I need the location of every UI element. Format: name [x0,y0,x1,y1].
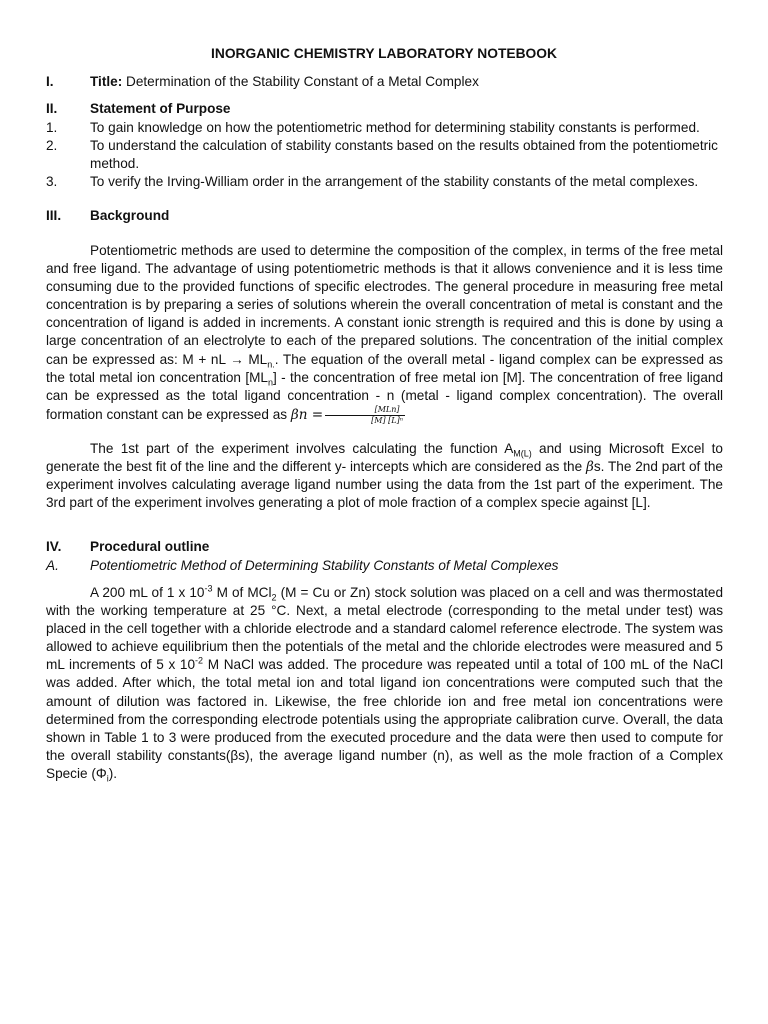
text-run: and using Microsoft Excel to generate the best fit of the line and the different y- intercepts which are considered as the [46,441,723,475]
formation-constant-fraction [325,405,405,426]
subscript: 2 [271,592,277,603]
subscript: n [268,377,274,388]
superscript: -2 [195,655,204,666]
section-label: Title: [90,74,123,89]
subsection-letter: A. [46,558,59,573]
section-numeral: I. [46,74,54,89]
text-run: A 200 mL of 1 x 10 [90,585,205,600]
text-run: s. The 2nd part of the experiment involves calculating average ligand number using the data from the 1st part of the experiment. The 3rd part of the experiment involves generating a plot of mole fraction of a complex specie against [L]. [46,459,723,511]
procedure-paragraph [46,584,723,783]
beta-symbol: βn = [290,406,324,423]
text-run: Potentiometric methods are used to determine the composition of the complex, in terms of the free metal and free ligand. The advantage of using potentiometric methods is that it allows convenience and it is less time consuming due to the provided functions of specific electrodes. The general procedure in measuring free metal concentration is by preparing a series of solutions wherein the overall concentration of metal is constant and the concentration of ligand is added in increments. A constant ionic strength is required and this is done by using a large concentration of an electrolyte to each of the prepared solutions. The concentration of the initial complex can be expressed as: M + nL → ML [46,243,723,367]
item-number: 1. [46,120,58,135]
text-run: ] - the concentration of free metal ion [M]. The concentration of free ligand can be expressed as the total ligand concentration - n (metal - ligand complex concentration). The overall formation constant can be expressed as [46,369,723,422]
section-background-heading [46,208,723,223]
background-paragraph-2 [46,440,723,512]
purpose-item [46,119,723,137]
item-text: To understand the calculation of stability constants based on the results obtained from the potentiometric method. [90,138,718,171]
text-run: . The equation of the overall metal - ligand complex can be expressed as the total metal ion concentration [ML [46,351,723,385]
text-run: ). [108,765,118,781]
section-numeral: III. [46,208,62,223]
procedure-subheading [46,557,723,575]
purpose-item [46,137,723,173]
purpose-list [46,119,723,191]
section-numeral: II. [46,101,58,116]
fraction-numerator: [MLn] [325,405,405,416]
section-label: Procedural outline [90,539,210,554]
item-number: 3. [46,174,58,189]
experiment-title: Determination of the Stability Constant of a Metal Complex [126,74,479,89]
superscript: -3 [204,583,213,594]
beta-symbol: β [585,459,594,476]
section-numeral: IV. [46,539,62,554]
text-run: (M = Cu or Zn) stock solution was placed on a cell and was thermostated with the working temperature at 25 °C. Next, a metal electrode (corresponding to the metal under test) was placed in the cell together with a chloride electrode and a standard calomel reference electrode. The system was allowed to achieve equilibrium then the potentials of the metal and the chloride electrodes were measured and 5 mL increments of 5 x 10 [46,585,723,673]
text-run: M of MCl [212,585,272,600]
subscript: n. [267,359,275,370]
fraction-denominator: [M] [L]ⁿ [371,415,403,425]
text-run: M NaCl was added. The procedure was repeated until a total of 100 mL of the NaCl was added. After which, the total metal ion and total ligand ion concentrations were computed such that the amount of dilution was factored in. Likewise, the free chloride ion and free metal ion concentrations were determined from the corresponding electrode potentials using the appropriate calibration curve. Overall, the data shown in Table 1 to 3 were produced from the executed procedure and the data were then used to compute for the overall stability constants(βs), the average ligand number (n), as well as the mole fraction of a Complex Specie (Φ [46,657,723,781]
section-label: Statement of Purpose [90,101,231,116]
background-paragraph-1 [46,242,723,426]
purpose-item [46,173,723,191]
section-title [46,74,723,89]
section-purpose-heading [46,101,723,116]
text-run: The 1st part of the experiment involves calculating the function A [90,441,514,456]
subscript: i [106,773,109,784]
subsection-title: Potentiometric Method of Determining Stability Constants of Metal Complexes [90,558,559,573]
item-number: 2. [46,138,58,153]
page-heading: INORGANIC CHEMISTRY LABORATORY NOTEBOOK [211,46,557,61]
item-text: To verify the Irving-William order in the arrangement of the stability constants of the metal complexes. [90,174,699,189]
subscript: M(L) [513,448,532,459]
section-label: Background [90,208,170,223]
item-text: To gain knowledge on how the potentiometric method for determining stability constants is performed. [90,120,700,135]
section-procedure-heading [46,539,723,554]
